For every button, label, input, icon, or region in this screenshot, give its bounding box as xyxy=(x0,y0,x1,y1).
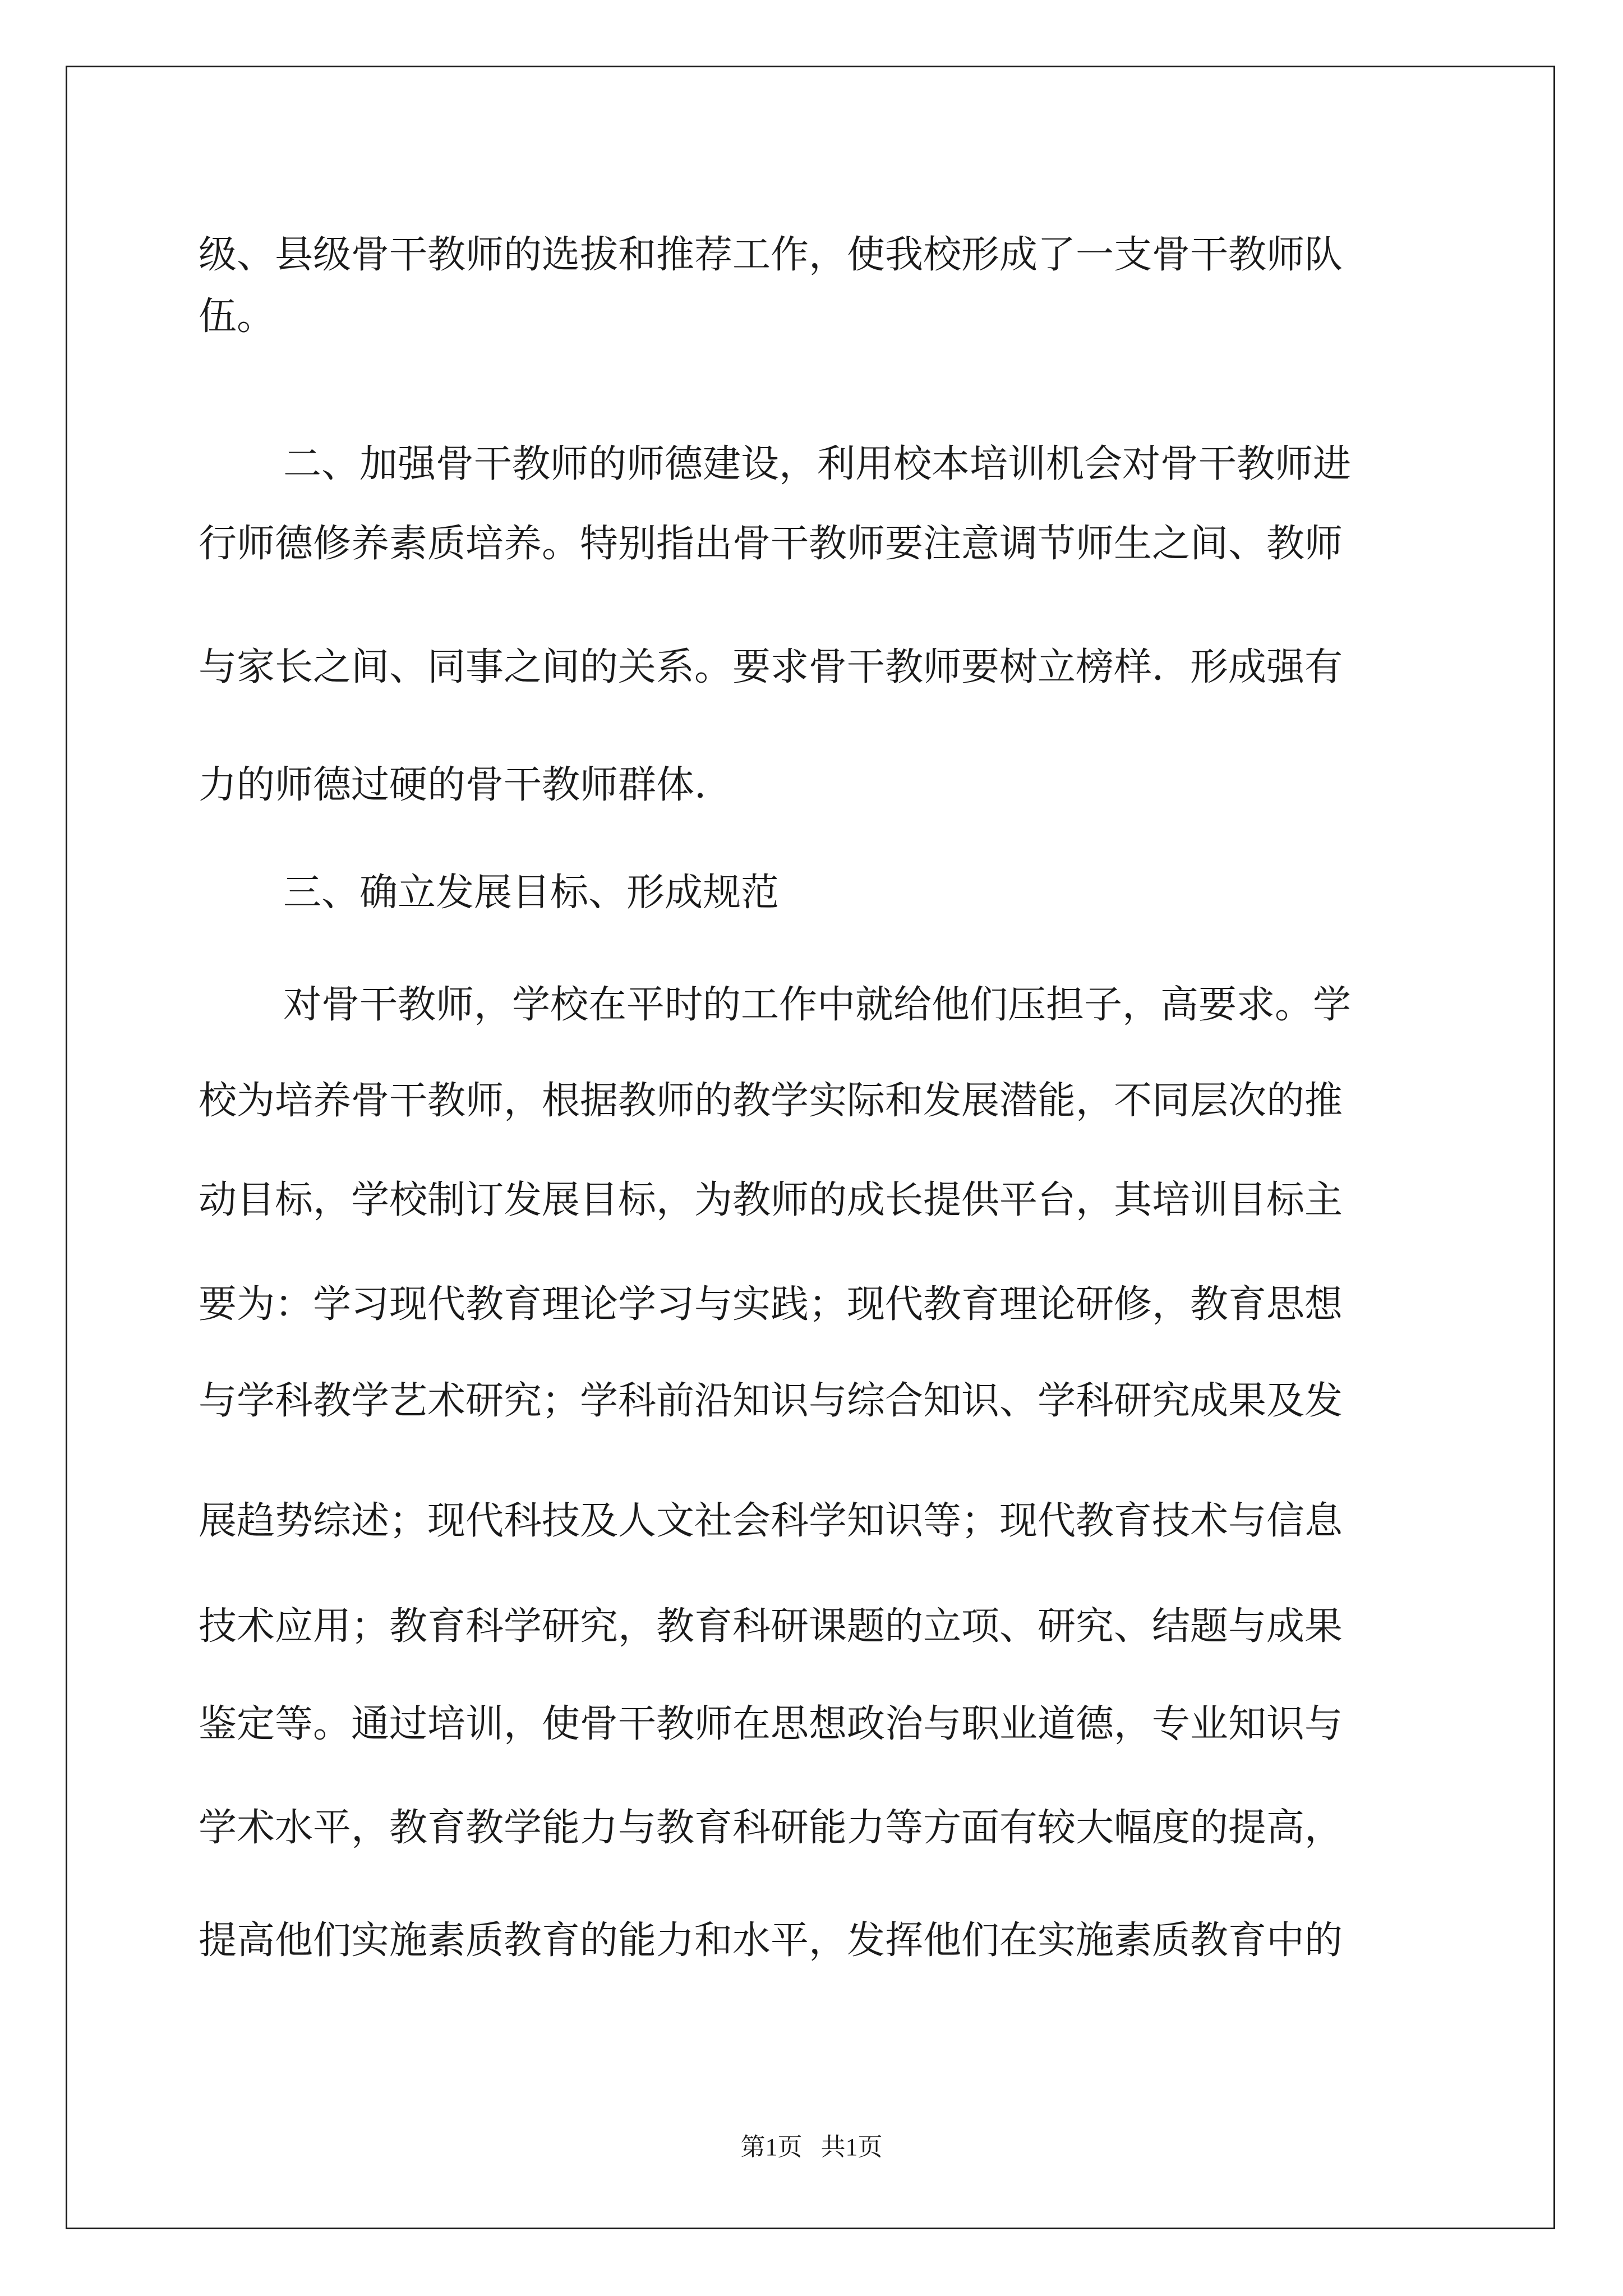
page-border xyxy=(66,66,1555,2229)
body-line-9: 校为培养骨干教师，根据教师的教学实际和发展潜能，不同层次的推 xyxy=(199,1079,1343,1123)
body-line-4: 行师德修养素质培养。特别指出骨干教师要注意调节师生之间、教师 xyxy=(199,522,1343,566)
body-line-11: 要为：学习现代教育理论学习与实践；现代教育理论研修，教育思想 xyxy=(199,1282,1343,1327)
body-line-13: 展趋势综述；现代科技及人文社会科学知识等；现代教育技术与信息 xyxy=(199,1499,1343,1543)
body-line-14: 技术应用；教育科学研究，教育科研课题的立项、研究、结题与成果 xyxy=(199,1604,1343,1649)
body-line-1: 级、县级骨干教师的选拔和推荐工作，使我校形成了一支骨干教师队 xyxy=(199,233,1343,277)
body-line-17: 提高他们实施素质教育的能力和水平，发挥他们在实施素质教育中的 xyxy=(199,1918,1343,1963)
body-line-5: 与家长之间、同事之间的关系。要求骨干教师要树立榜样．形成强有 xyxy=(199,645,1343,689)
body-line-6: 力的师德过硬的骨干教师群体． xyxy=(199,763,733,807)
body-line-15: 鉴定等。通过培训，使骨干教师在思想政治与职业道德，专业知识与 xyxy=(199,1702,1343,1746)
paragraph-heading-2: 二、加强骨干教师的师德建设，利用校本培训机会对骨干教师进 xyxy=(283,442,1352,486)
page-footer: 第1页 共1页 xyxy=(740,2133,883,2161)
body-line-10: 动目标，学校制订发展目标，为教师的成长提供平台，其培训目标主 xyxy=(199,1178,1343,1222)
body-line-12: 与学科教学艺术研究；学科前沿知识与综合知识、学科研究成果及发 xyxy=(199,1379,1343,1423)
section-heading-3: 三、确立发展目标、形成规范 xyxy=(283,871,780,915)
body-line-16: 学术水平，教育教学能力与教育科研能力等方面有较大幅度的提高， xyxy=(199,1806,1343,1850)
body-line-2: 伍。 xyxy=(199,295,275,339)
body-line-8: 对骨干教师，学校在平时的工作中就给他们压担子，高要求。学 xyxy=(283,983,1352,1027)
